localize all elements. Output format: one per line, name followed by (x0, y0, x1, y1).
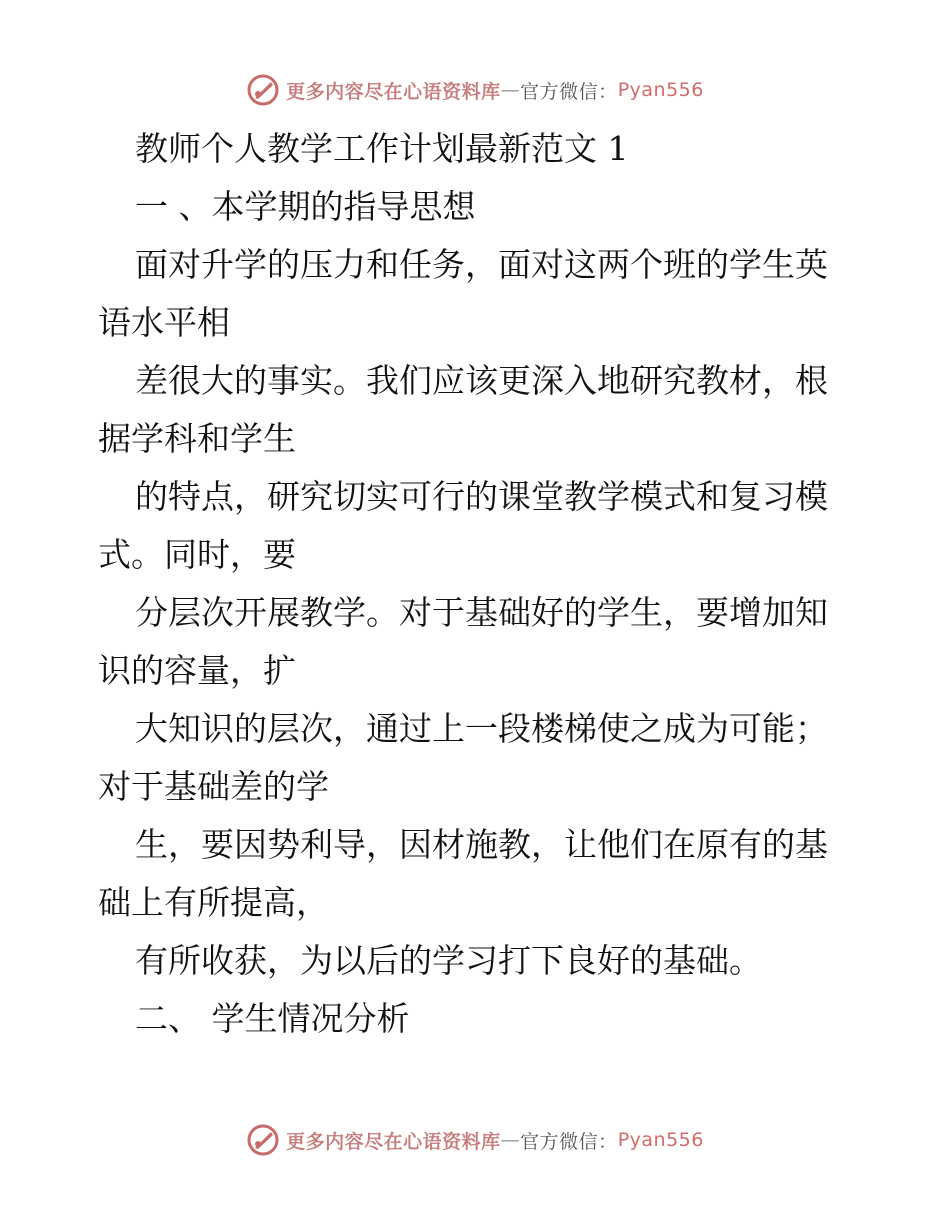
document-line: 识的容量，扩 (98, 651, 296, 690)
watermark-main-text: 更多内容尽在心语资料库 (286, 80, 501, 103)
document-line: 差很大的事实。我们应该更深入地研究教材，根 (135, 361, 828, 400)
document-line: 据学科和学生 (98, 419, 296, 458)
document-body (98, 120, 858, 1048)
document-line: 教师个人教学工作计划最新范文 1 (135, 129, 629, 168)
document-line: 一 、本学期的指导思想 (135, 187, 476, 226)
document-line: 有所收获，为以后的学习打下良好的基础。 (135, 941, 762, 980)
document-line: 二、 学生情况分析 (135, 999, 410, 1038)
watermark-id: Pyan556 (617, 79, 704, 101)
document-line: 语水平相 (98, 303, 230, 342)
document-line: 对于基础差的学 (98, 767, 329, 806)
watermark-label: 官方微信： (520, 80, 618, 103)
watermark-separator: — (500, 79, 521, 101)
document-line: 础上有所提高， (98, 883, 329, 922)
watermark-label: 官方微信： (520, 1130, 618, 1153)
watermark-main-text: 更多内容尽在心语资料库 (286, 1130, 501, 1153)
document-line: 面对升学的压力和任务，面对这两个班的学生英 (135, 245, 828, 284)
document-line: 大知识的层次，通过上一段楼梯使之成为可能； (135, 709, 828, 748)
document-line: 分层次开展教学。对于基础好的学生，要增加知 (135, 593, 828, 632)
document-line: 式。同时，要 (98, 535, 296, 574)
watermark-footer (0, 1120, 950, 1160)
quill-logo-icon (246, 1123, 280, 1157)
quill-logo-icon (246, 73, 280, 107)
document-line: 生，要因势利导，因材施教，让他们在原有的基 (135, 825, 828, 864)
watermark-id: Pyan556 (617, 1129, 704, 1151)
watermark-header (0, 70, 950, 110)
watermark-separator: — (500, 1129, 521, 1151)
document-line: 的特点，研究切实可行的课堂教学模式和复习模 (135, 477, 828, 516)
